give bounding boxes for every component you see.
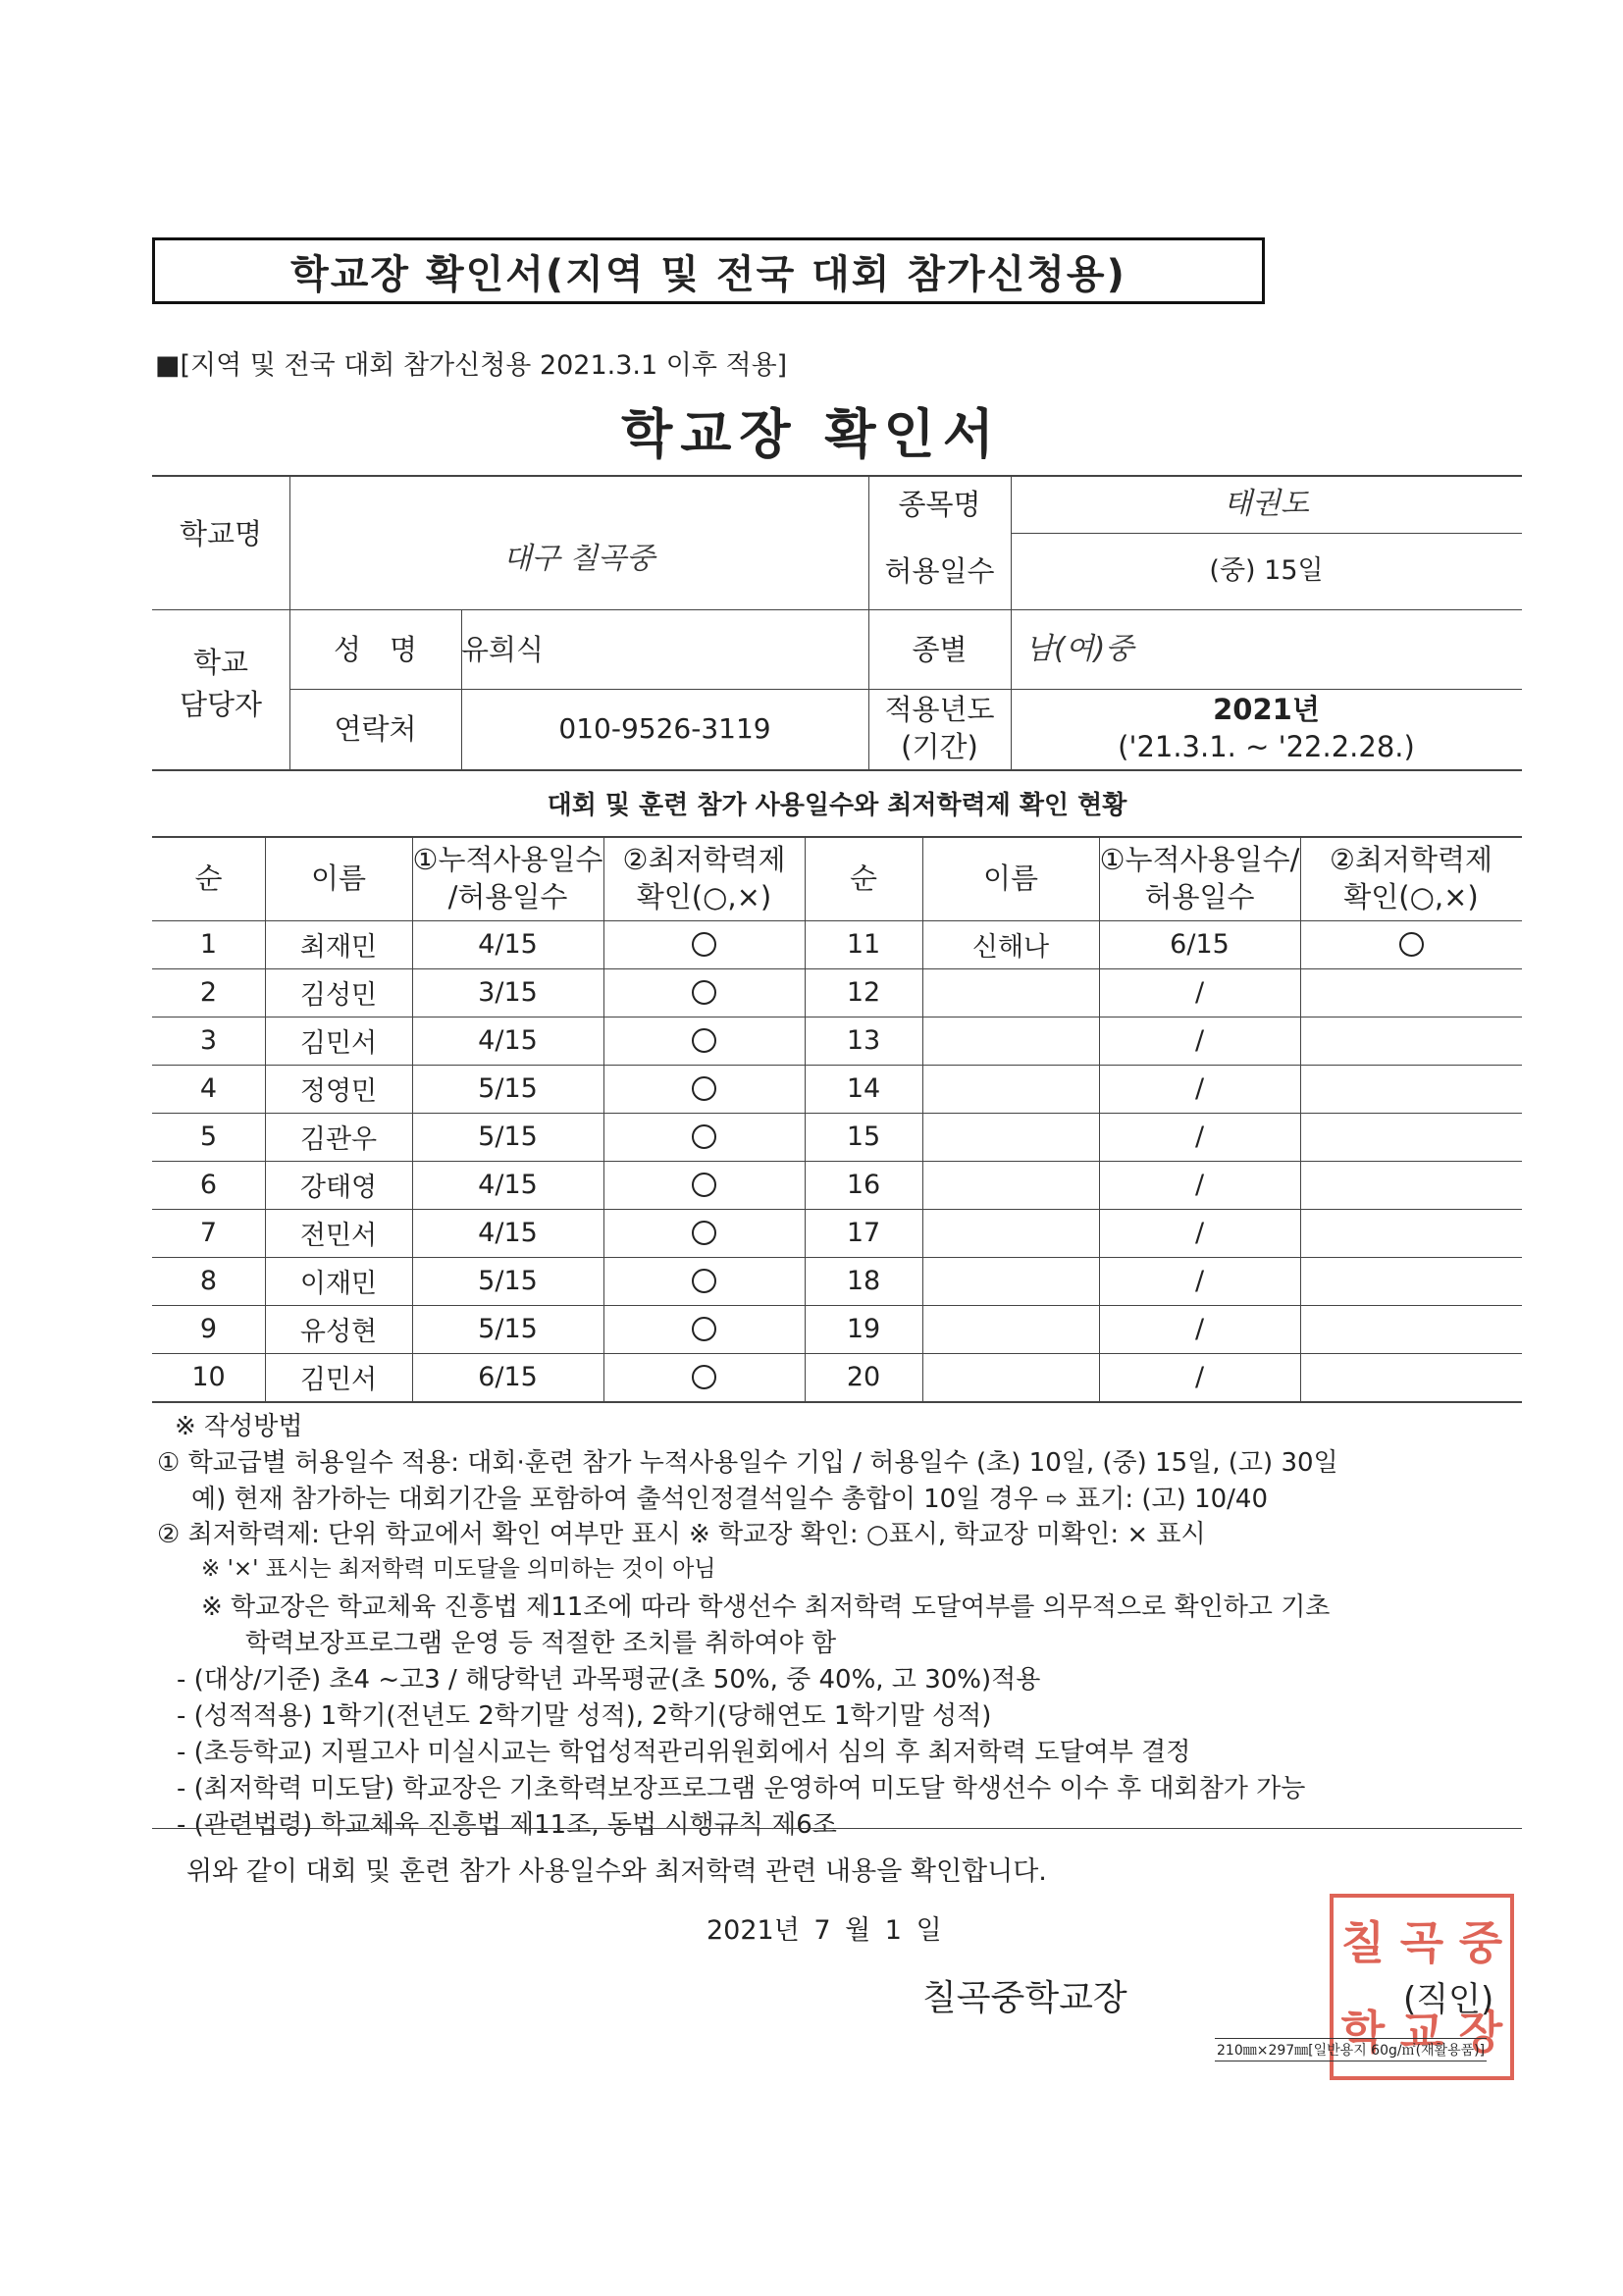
circle-check-mark <box>692 1173 716 1197</box>
year-label-line2: (기간) <box>901 730 978 763</box>
check-mark-cell <box>603 1257 805 1305</box>
roster-cell-no: 17 <box>846 1218 881 1248</box>
roster-row-line <box>152 1401 1522 1403</box>
roster-cell-check <box>1300 1017 1522 1065</box>
roster-cell-name: 강태영 <box>299 1173 378 1203</box>
roster-cell-no: 5 <box>199 1122 218 1152</box>
header-days-right <box>1099 836 1300 920</box>
roster-cell-no: 15 <box>846 1122 881 1152</box>
instruction-line: ※ '×' 표시는 최저학력 미도달을 의미하는 것이 아님 <box>201 1556 716 1582</box>
roster-cell-days: / <box>1194 1170 1205 1200</box>
roster-cell-check <box>1300 1161 1522 1209</box>
header-check-right-line1: ②최저학력제 <box>1329 843 1493 876</box>
circle-check-mark <box>692 980 716 1005</box>
check-mark-cell <box>603 1017 805 1065</box>
roster-cell-name <box>922 1113 1099 1161</box>
roster-cell-name <box>922 1209 1099 1257</box>
roster-cell-no: 8 <box>199 1266 218 1296</box>
stamp-glyph: 칠 <box>1340 1915 1386 1969</box>
signature-divider <box>152 1828 1522 1829</box>
school-label: 학교명 <box>179 517 263 550</box>
roster-cell-name: 이재민 <box>299 1269 378 1299</box>
check-mark-cell <box>603 1305 805 1353</box>
contact-value: 010-9526-3119 <box>558 712 771 745</box>
roster-cell-no: 13 <box>846 1025 881 1056</box>
roster-cell-no: 12 <box>846 977 881 1008</box>
contact-label: 연락처 <box>334 712 417 746</box>
circle-check-mark <box>1399 932 1424 957</box>
header-check-right-line2: 확인(○,×) <box>1343 880 1479 913</box>
circle-check-mark <box>692 1365 716 1389</box>
circle-check-mark <box>692 1221 716 1245</box>
roster-cell-no: 20 <box>846 1362 881 1392</box>
confirm-text: 위와 같이 대회 및 훈련 참가 사용일수와 최저학력 관련 내용을 확인합니다. <box>186 1856 1047 1887</box>
stamp-glyph: 교 <box>1399 2005 1444 2059</box>
roster-cell-days: 5/15 <box>478 1314 538 1344</box>
roster-cell-name: 정영민 <box>299 1076 378 1107</box>
roster-cell-no: 6 <box>199 1170 218 1200</box>
roster-cell-name <box>922 1305 1099 1353</box>
document-title: 학교장 확인서 <box>621 403 1002 465</box>
instruction-line: - (성적적용) 1학기(전년도 2학기말 성적), 2학기(당해연도 1학기말 성적) <box>177 1701 992 1731</box>
instruction-line: ※ 학교장은 학교체육 진흥법 제11조에 따라 학생선수 최저학력 도달여부를 의무적으로 확인하고 기초 <box>201 1592 1331 1622</box>
header-days <box>412 836 603 920</box>
instruction-line: ① 학교급별 허용일수 적용: 대회·훈련 참가 누적사용일수 기입 / 허용일수 (초) 10일, (중) 15일, (고) 30일 <box>157 1448 1338 1478</box>
name-label: 성 명 <box>333 632 418 666</box>
check-mark-cell <box>603 1161 805 1209</box>
header-check-line2: 확인(○,×) <box>636 880 772 913</box>
header-days-line1: ①누적사용일수 <box>412 843 603 876</box>
roster-cell-name <box>922 1161 1099 1209</box>
instruction-line: ② 최저학력제: 단위 학교에서 확인 여부만 표시 ※ 학교장 확인: ○표시, 학교장 미확인: × 표시 <box>157 1520 1206 1549</box>
roster-cell-check <box>1300 1209 1522 1257</box>
roster-cell-days: 3/15 <box>478 977 538 1008</box>
roster-cell-days: 6/15 <box>1170 929 1230 960</box>
roster-cell-no: 14 <box>846 1073 881 1104</box>
roster-cell-no: 3 <box>199 1025 218 1056</box>
roster-cell-check <box>1300 1113 1522 1161</box>
instruction-line: - (초등학교) 지필고사 미실시교는 학업성적관리위원회에서 심의 후 최저학력 도달여부 결정 <box>177 1738 1191 1767</box>
roster-cell-no: 1 <box>199 929 218 960</box>
check-mark-cell <box>603 1065 805 1113</box>
header-days-right-line1: ①누적사용일수/ <box>1099 843 1300 876</box>
circle-check-mark <box>692 1269 716 1293</box>
subheader: ■[지역 및 전국 대회 참가신청용 2021.3.1 이후 적용] <box>155 350 788 381</box>
header-days-right-line2: 허용일수 <box>1144 880 1255 913</box>
header-name: 이름 <box>310 861 367 895</box>
circle-check-mark <box>692 1028 716 1053</box>
roster-cell-name <box>922 1257 1099 1305</box>
paper-spec: 210㎜×297㎜[일반용지 60g/㎡(재활용품)] <box>1215 2038 1487 2061</box>
stamp-glyph: 장 <box>1458 2005 1503 2059</box>
roster-cell-name: 김관우 <box>299 1124 378 1155</box>
header-no: 순 <box>194 861 223 895</box>
roster-cell-name <box>922 1353 1099 1401</box>
roster-cell-no: 7 <box>199 1218 218 1248</box>
roster-cell-no: 2 <box>199 977 218 1008</box>
roster-cell-name: 유성현 <box>299 1317 378 1347</box>
instruction-line: - (관련법령) 학교체육 진흥법 제11조, 동법 시행규칙 제6조 <box>177 1810 837 1840</box>
instruction-line: ※ 작성방법 <box>175 1412 303 1441</box>
roster-cell-days: / <box>1194 1218 1205 1248</box>
header-check <box>603 836 805 920</box>
instruction-line: 학력보장프로그램 운영 등 적절한 조치를 취하여야 함 <box>245 1629 837 1658</box>
manager-label-line2: 담당자 <box>179 688 263 721</box>
roster-cell-check <box>1300 968 1522 1017</box>
roster-cell-days: / <box>1194 977 1205 1008</box>
roster-cell-days: / <box>1194 1314 1205 1344</box>
stamp-glyph: 중 <box>1458 1915 1503 1969</box>
check-mark-cell <box>603 968 805 1017</box>
roster-cell-no: 19 <box>846 1314 881 1344</box>
roster-cell-days: 5/15 <box>478 1266 538 1296</box>
header-no-right: 순 <box>849 861 877 895</box>
roster-cell-no: 9 <box>199 1314 218 1344</box>
roster-cell-name: 김민서 <box>299 1365 378 1395</box>
title-box-text: 학교장 확인서(지역 및 전국 대회 참가신청용) <box>290 251 1126 297</box>
roster-cell-no: 10 <box>191 1362 226 1392</box>
gender-label: 종별 <box>912 632 968 666</box>
seal-label: (직인) <box>1403 1980 1494 2019</box>
roster-cell-no: 16 <box>846 1170 881 1200</box>
instruction-line: - (최저학력 미도달) 학교장은 기초학력보장프로그램 운영하여 미도달 학생선수 이수 후 대회참가 가능 <box>177 1774 1306 1803</box>
roster-cell-check <box>1300 1065 1522 1113</box>
instruction-line: - (대상/기준) 초4 ~고3 / 해당학년 과목평균(초 50%, 중 40%, 고 30%)적용 <box>177 1665 1041 1695</box>
title-box <box>152 237 1265 304</box>
roster-cell-check <box>1300 1353 1522 1401</box>
stamp-glyph: 학 <box>1340 2005 1386 2059</box>
circle-check-mark <box>692 1317 716 1341</box>
instruction-line: 예) 현재 참가하는 대회기간을 포함하여 출석인정결석일수 총합이 10일 경우 ⇨ 표기: (고) 10/40 <box>191 1485 1268 1514</box>
roster-cell-name <box>922 1065 1099 1113</box>
circle-check-mark <box>692 1124 716 1149</box>
manager-label-line1: 학교 <box>192 646 249 679</box>
roster-caption: 대회 및 훈련 참가 사용일수와 최저학력제 확인 현황 <box>547 791 1127 820</box>
header-days-line2: /허용일수 <box>447 880 568 913</box>
principal-name: 칠곡중학교장 <box>922 1978 1127 2018</box>
allowed-days-label: 허용일수 <box>884 554 995 588</box>
allowed-days-value: (중) 15일 <box>1209 555 1324 586</box>
roster-cell-name <box>922 1017 1099 1065</box>
roster-cell-no: 4 <box>199 1073 218 1104</box>
header-check-right <box>1300 836 1522 920</box>
roster-cell-name: 최재민 <box>299 932 378 963</box>
roster-cell-name: 김성민 <box>299 980 378 1011</box>
header-name-right: 이름 <box>982 861 1039 895</box>
roster-cell-name: 김민서 <box>299 1028 378 1059</box>
roster-cell-days: 4/15 <box>478 1218 538 1248</box>
year-label-line1: 적용년도 <box>884 693 995 726</box>
roster-cell-days: 4/15 <box>478 1025 538 1056</box>
roster-cell-check <box>1300 1257 1522 1305</box>
roster-cell-days: 6/15 <box>478 1362 538 1392</box>
check-mark-cell <box>603 1209 805 1257</box>
stamp-glyph: 곡 <box>1399 1915 1444 1969</box>
year-value-line1: 2021년 <box>1213 693 1320 726</box>
year-value-line2: ('21.3.1. ~ '22.2.28.) <box>1118 730 1415 763</box>
header-check-line1: ②최저학력제 <box>622 843 786 876</box>
date-text: 2021년 7 월 1 일 <box>707 1915 942 1946</box>
roster-cell-days: / <box>1194 1073 1205 1104</box>
roster-cell-days: / <box>1194 1122 1205 1152</box>
roster-cell-name: 전민서 <box>299 1221 378 1251</box>
roster-cell-days: 4/15 <box>478 1170 538 1200</box>
event-value: 태권도 <box>1224 486 1309 521</box>
circle-check-mark <box>692 932 716 957</box>
roster-cell-days: 5/15 <box>478 1073 538 1104</box>
event-label: 종목명 <box>898 487 981 521</box>
roster-cell-check <box>1300 1305 1522 1353</box>
roster-cell-days: / <box>1194 1266 1205 1296</box>
info-line <box>152 769 1522 771</box>
roster-cell-no: 11 <box>846 929 881 960</box>
check-mark-cell <box>603 1353 805 1401</box>
gender-value: 남(여)중 <box>1025 631 1134 666</box>
check-mark-cell <box>603 920 805 968</box>
roster-cell-days: 4/15 <box>478 929 538 960</box>
roster-cell-no: 18 <box>846 1266 881 1296</box>
check-mark-cell <box>1300 920 1522 968</box>
roster-cell-days: / <box>1194 1025 1205 1056</box>
roster-cell-days: 5/15 <box>478 1122 538 1152</box>
check-mark-cell <box>603 1113 805 1161</box>
circle-check-mark <box>692 1076 716 1101</box>
roster-cell-name <box>922 968 1099 1017</box>
name-value: 유희식 <box>461 632 545 666</box>
roster-cell-name: 신해나 <box>971 932 1050 963</box>
roster-cell-days: / <box>1194 1362 1205 1392</box>
school-value: 대구 칠곡중 <box>502 542 655 576</box>
